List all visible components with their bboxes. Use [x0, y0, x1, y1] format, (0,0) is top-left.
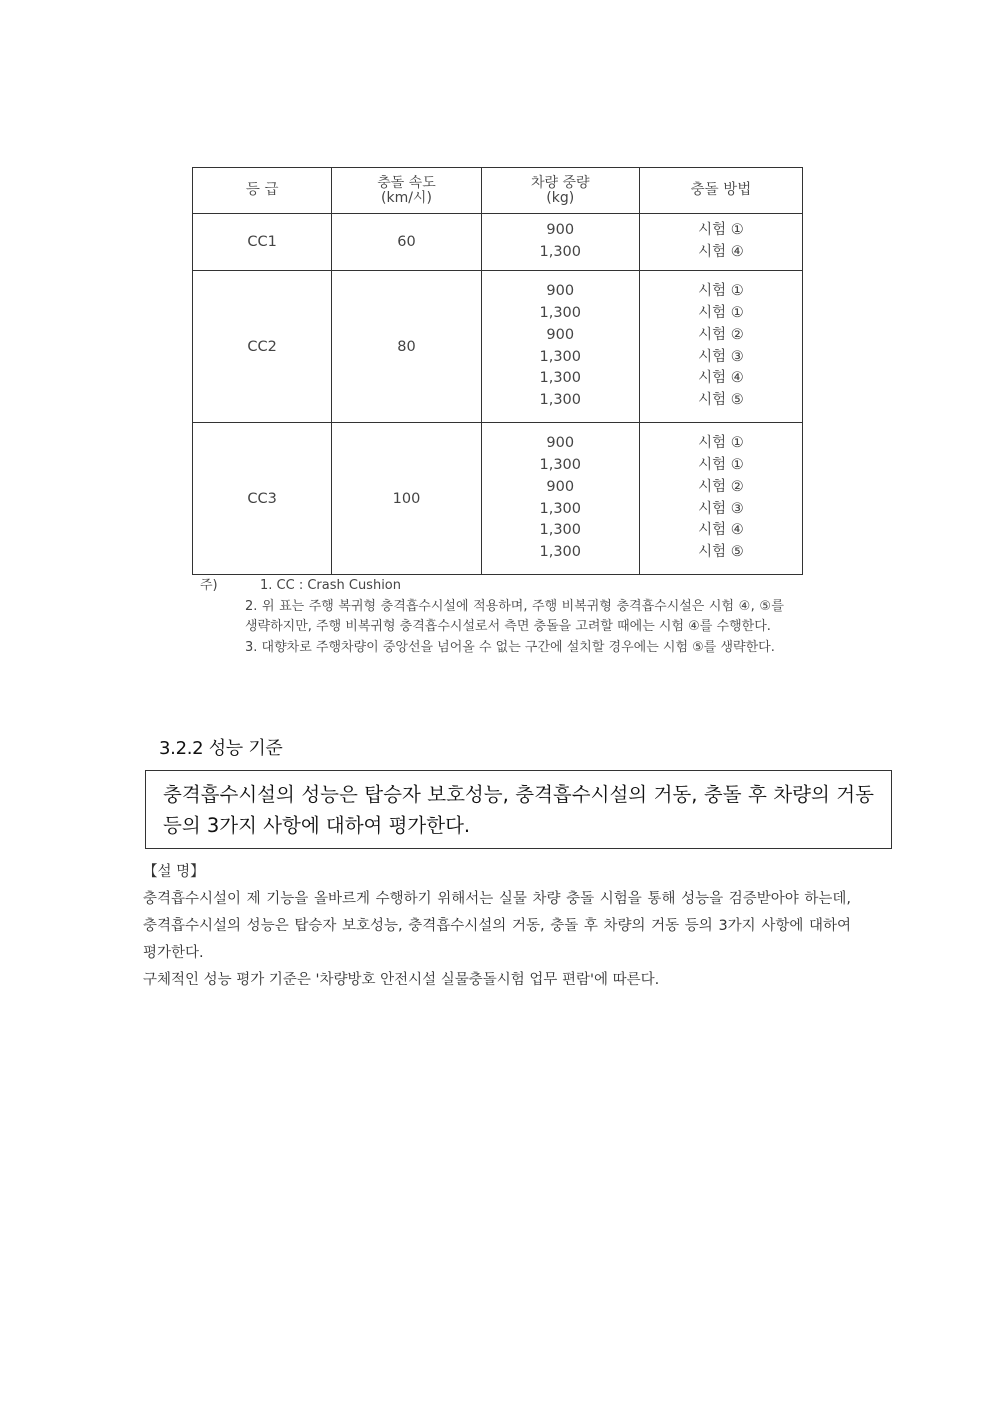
weight-value: 1,300 — [539, 544, 581, 561]
header-grade-label: 등 급 — [245, 182, 279, 198]
weight-value: 900 — [546, 435, 575, 452]
header-speed-unit: (km/시) — [381, 189, 432, 206]
header-speed-label: 충돌 속도 — [377, 174, 436, 191]
note-label: 주) — [200, 578, 218, 593]
method-value: 시험 ① — [698, 435, 744, 452]
weight-value: 1,300 — [539, 500, 581, 517]
method-value: 시험 ⑤ — [698, 392, 744, 409]
method-value: 시험 ② — [698, 478, 744, 495]
section-title: 3.2.2 성능 기준 — [159, 738, 283, 759]
table-row — [193, 214, 803, 271]
explanation-paragraph: 충격흡수시설이 제 기능을 올바르게 수행하기 위해서는 실물 차량 충돌 시험을 통해 성능을 검증받아야 하는데, 충격흡수시설의 성능은 탑승자 보호성능, 충격흡수시설의 거동, 충돌 후 차량의 거동 등의 3가지 사항에 대하여 평가한다. — [143, 891, 851, 961]
note-head — [200, 576, 784, 597]
header-method-label: 충돌 방법 — [690, 182, 752, 198]
cell-methods — [639, 423, 802, 575]
crash-cushion-grade-table — [192, 167, 803, 575]
weight-value: 1,300 — [539, 456, 581, 473]
explanation — [143, 859, 851, 994]
cell-grade: CC3 — [193, 423, 332, 575]
method-value: 시험 ④ — [698, 522, 744, 539]
weight-value: 1,300 — [539, 370, 581, 387]
cell-speed: 100 — [332, 423, 481, 575]
performance-criteria-box: 충격흡수시설의 성능은 탑승자 보호성능, 충격흡수시설의 거동, 충돌 후 차량의 거동 등의 3가지 사항에 대하여 평가한다. — [145, 770, 892, 849]
method-value: 시험 ③ — [698, 348, 744, 365]
weight-value: 900 — [546, 283, 575, 300]
method-value: 시험 ③ — [698, 500, 744, 517]
cell-speed: 80 — [332, 271, 481, 423]
cell-weights — [481, 214, 639, 271]
weight-value: 900 — [546, 222, 575, 239]
method-value: 시험 ① — [698, 456, 744, 473]
cell-weights — [481, 271, 639, 423]
cell-grade: CC2 — [193, 271, 332, 423]
table-header-row — [193, 168, 803, 214]
method-value: 시험 ④ — [698, 244, 744, 260]
method-value: 시험 ① — [698, 222, 744, 239]
note-item: 1. CC : Crash Cushion — [260, 578, 402, 593]
weight-value: 1,300 — [539, 304, 581, 321]
cell-grade: CC1 — [193, 214, 332, 271]
method-value: 시험 ① — [698, 283, 744, 300]
weight-value: 1,300 — [539, 348, 581, 365]
explanation-paragraph: 구체적인 성능 평가 기준은 '차량방호 안전시설 실물충돌시험 업무 편람'에 따른다. — [143, 972, 660, 988]
method-value: 시험 ④ — [698, 370, 744, 387]
note-item: 2. 위 표는 주행 복귀형 충격흡수시설에 적용하며, 주행 비복귀형 충격흡수시설은 시험 ④, ⑤를 생략하지만, 주행 비복귀형 충격흡수시설로서 측면 충돌을 고려할 때에는 시험 ④를 수행한다. — [245, 598, 784, 634]
header-weight-unit: (kg) — [546, 189, 575, 206]
weight-value: 900 — [546, 326, 575, 343]
table-notes — [200, 576, 784, 658]
table-row — [193, 271, 803, 423]
method-value: 시험 ① — [698, 304, 744, 321]
explanation-heading: 【설 명】 — [143, 864, 205, 880]
header-weight-label: 차량 중량 — [530, 174, 590, 191]
header-speed — [332, 168, 481, 214]
method-value: 시험 ② — [698, 326, 744, 343]
weight-value: 900 — [546, 478, 575, 495]
cell-methods — [639, 214, 802, 271]
method-value: 시험 ⑤ — [698, 544, 744, 561]
table-row — [193, 423, 803, 575]
cell-methods — [639, 271, 802, 423]
cell-weights — [481, 423, 639, 575]
header-method — [639, 168, 802, 214]
header-grade — [193, 168, 332, 214]
weight-value: 1,300 — [539, 244, 581, 260]
weight-value: 1,300 — [539, 522, 581, 539]
weight-value: 1,300 — [539, 392, 581, 409]
note-item: 3. 대향차로 주행차량이 중앙선을 넘어올 수 없는 구간에 설치할 경우에는 시험 ⑤를 생략한다. — [245, 639, 775, 655]
cell-speed: 60 — [332, 214, 481, 271]
header-weight — [481, 168, 639, 214]
